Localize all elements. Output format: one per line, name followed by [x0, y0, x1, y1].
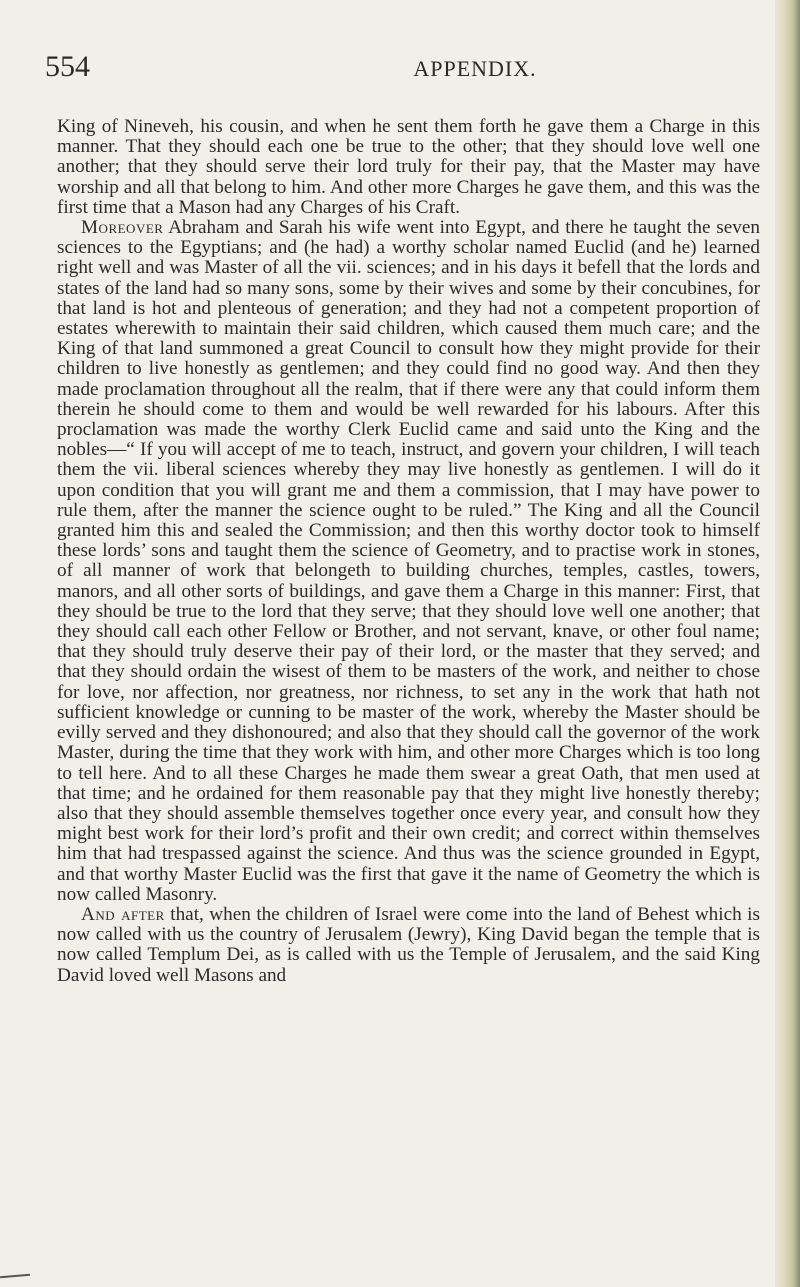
paragraph — [57, 117, 760, 218]
paragraph-lead: And after — [81, 903, 165, 925]
paragraph-text: that, when the children of Israel were come into the land of Behest which is now called with us the country of Jerusalem (Jewry), King David began the temple that is now called Templum Dei, as is called with us the Temple of Jerusalem, and the said King David loved well Masons and — [57, 903, 760, 986]
paragraph-text: King of Nineveh, his cousin, and when he sent them forth he gave them a Charge in this manner. That they should each one be true to the other; that they should love well one another; that they should serve their lord truly for their pay, that the Master may have worship and all that belong to him. And other more Charges he gave them, and this was the first time that a Mason had any Charges of his Craft. — [57, 116, 760, 218]
paragraph-lead: Moreover — [81, 217, 164, 239]
running-title: APPENDIX. — [413, 56, 537, 81]
paragraph — [57, 218, 760, 905]
body-text — [57, 117, 760, 986]
page-number: 554 — [45, 50, 90, 83]
running-head — [45, 50, 745, 90]
paragraph-text: Abraham and Sarah his wife went into Egypt, and there he taught the seven sciences to the Egyptians; and (he had) a worthy scholar named Euclid (and he) learned right well and was Master of all the vii. sciences; and in his days it befell that the lords and states of the land had so many sons, some by their wives and some by their concubines, for that land is hot and plenteous of generation; and they had not a competent proportion of estates wherewith to maintain their said children, which caused them much care; and the King of that land summoned a great Council to consult how they might provide for their children to live honestly as gentlemen; and they could find no good way. And then they made proclamation throughout all the realm, that if there were any that could inform them therein he should come to them and would be well rewarded for his labours. After this proclamation was made the worthy Clerk Euclid came and said unto the King and the nobles—“ If you will accept of me to teach, instruct, and govern your children, I will teach them the vii. liberal sciences whereby they may live honestly as gentlemen. I will do it upon condition that you will grant me and them a commission, that I may have power to rule them, after the manner the science ought to be ruled.” The King and all the Council granted him this and sealed the Commission; and then this worthy doctor took to himself these lords’ sons and taught them the science of Geometry, and to practise work in stones, of all manner of work that belongeth to building churches, temples, castles, towers, manors, and all other sorts of buildings, and gave them a Charge in this manner: First, that they should be true to the lord that they serve; that they should love well one another; that they should call each other Fellow or Brother, and not servant, knave, or other foul name; that they should truly deserve their pay of their lord, or the master that they served; and that they should ordain the wisest of them to be masters of the work, and neither to chose for love, nor affection, nor greatness, nor richness, to set any in the work that hath not sufficient knowledge or cunning to be master of the work, whereby the Master should be evilly served and they dishonoured; and also that they should call the governor of the work Master, during the time that they work with him, and other more Charges which is too long to tell here. And to all these Charges he made them swear a great Oath, that men used at that time; and he ordained for them reasonable pay that they might live honestly thereby; also that they should assemble themselves together once every year, and consult how they might best work for their lord’s profit and their own credit; and correct within themselves him that had trespassed against the science. And thus was the science grounded in Egypt, and that worthy Master Euclid was the first that gave it the name of Geometry the which is now called Masonry. — [57, 217, 760, 905]
book-edge — [775, 0, 800, 1287]
paragraph — [57, 905, 760, 986]
pencil-mark — [0, 1274, 30, 1279]
